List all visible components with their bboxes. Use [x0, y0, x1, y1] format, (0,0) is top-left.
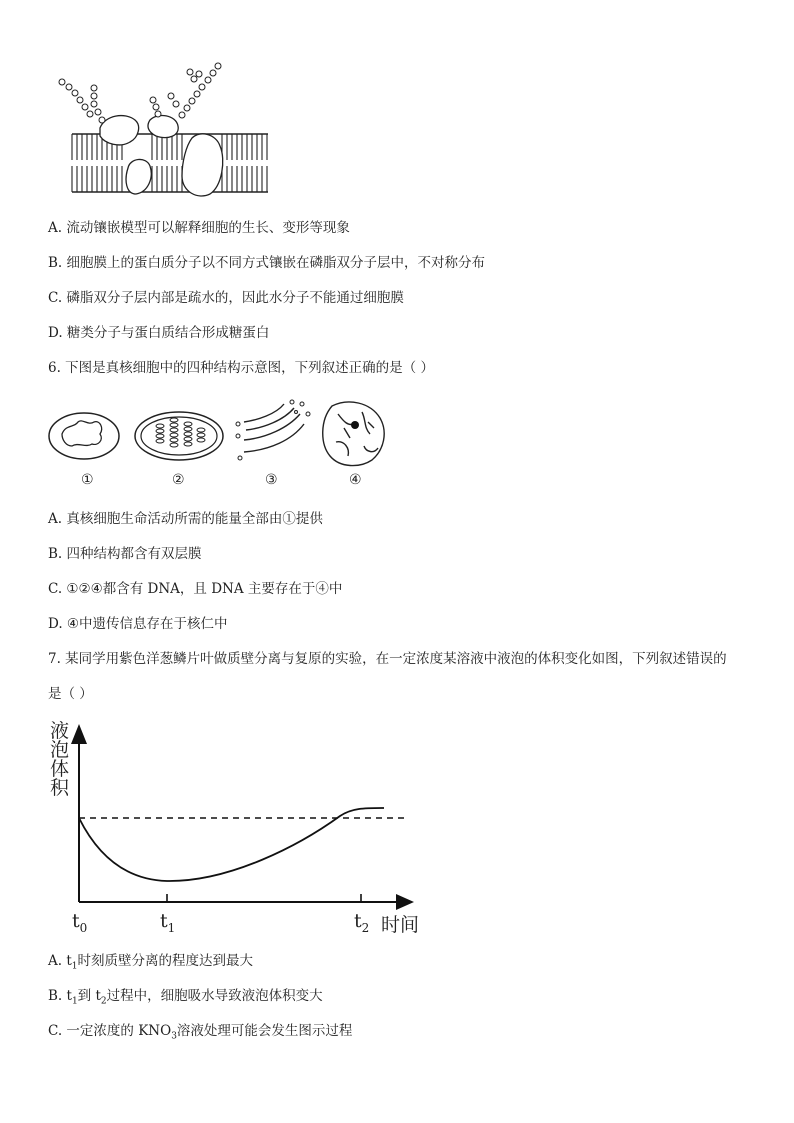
q7-option-b: B. $t_1$到 $t_2$过程中，细胞吸水导致液泡体积变大: [48, 988, 323, 1007]
tick-t1: $t_1$: [160, 910, 176, 935]
q5-option-b: B. 细胞膜上的蛋白质分子以不同方式镶嵌在磷脂双分子层中，不对称分布: [48, 255, 486, 271]
q5-option-c: C. 磷脂双分子层内部是疏水的，因此水分子不能通过细胞膜: [48, 290, 404, 306]
q6-option-b: B. 四种结构都含有双层膜: [48, 546, 202, 562]
q5-option-a: A. 流动镶嵌模型可以解释细胞的生长、变形等现象: [48, 220, 350, 236]
tick-t2: $t_2$: [354, 910, 370, 935]
tick-t0: $t_0$: [72, 910, 88, 935]
q6-stem: 6. 下图是真核细胞中的四种结构示意图，下列叙述正确的是（ ）: [48, 360, 434, 376]
figure-label-3: ③: [265, 472, 278, 488]
q5-option-d: D. 糖类分子与蛋白质结合形成糖蛋白: [48, 325, 270, 341]
q6-option-d: D. ④中遗传信息存在于核仁中: [48, 616, 228, 632]
x-axis-label: 时间: [381, 914, 420, 936]
figure-label-1: ①: [81, 472, 94, 488]
q6-option-a: A. 真核细胞生命活动所需的能量全部由①提供: [48, 511, 323, 527]
y-axis-label: 液泡体积: [50, 720, 70, 799]
q7-option-a: A. $t_1$时刻质壁分离的程度达到最大: [48, 953, 253, 972]
q7-stem-line2: 是（ ）: [48, 686, 93, 702]
q7-stem-line1: 7. 某同学用紫色洋葱鳞片叶做质壁分离与复原的实验，在一定浓度某溶液中液泡的体积变化如图，下列叙述错误的: [48, 651, 727, 667]
figure-label-4: ④: [349, 472, 362, 488]
q6-option-c: C. ①②④都含有 DNA，且 DNA 主要存在于④中: [48, 581, 343, 597]
q7-option-c: C. 一定浓度的 $KNO_3$溶液处理可能会发生图示过程: [48, 1023, 353, 1042]
figure-label-2: ②: [172, 472, 185, 488]
